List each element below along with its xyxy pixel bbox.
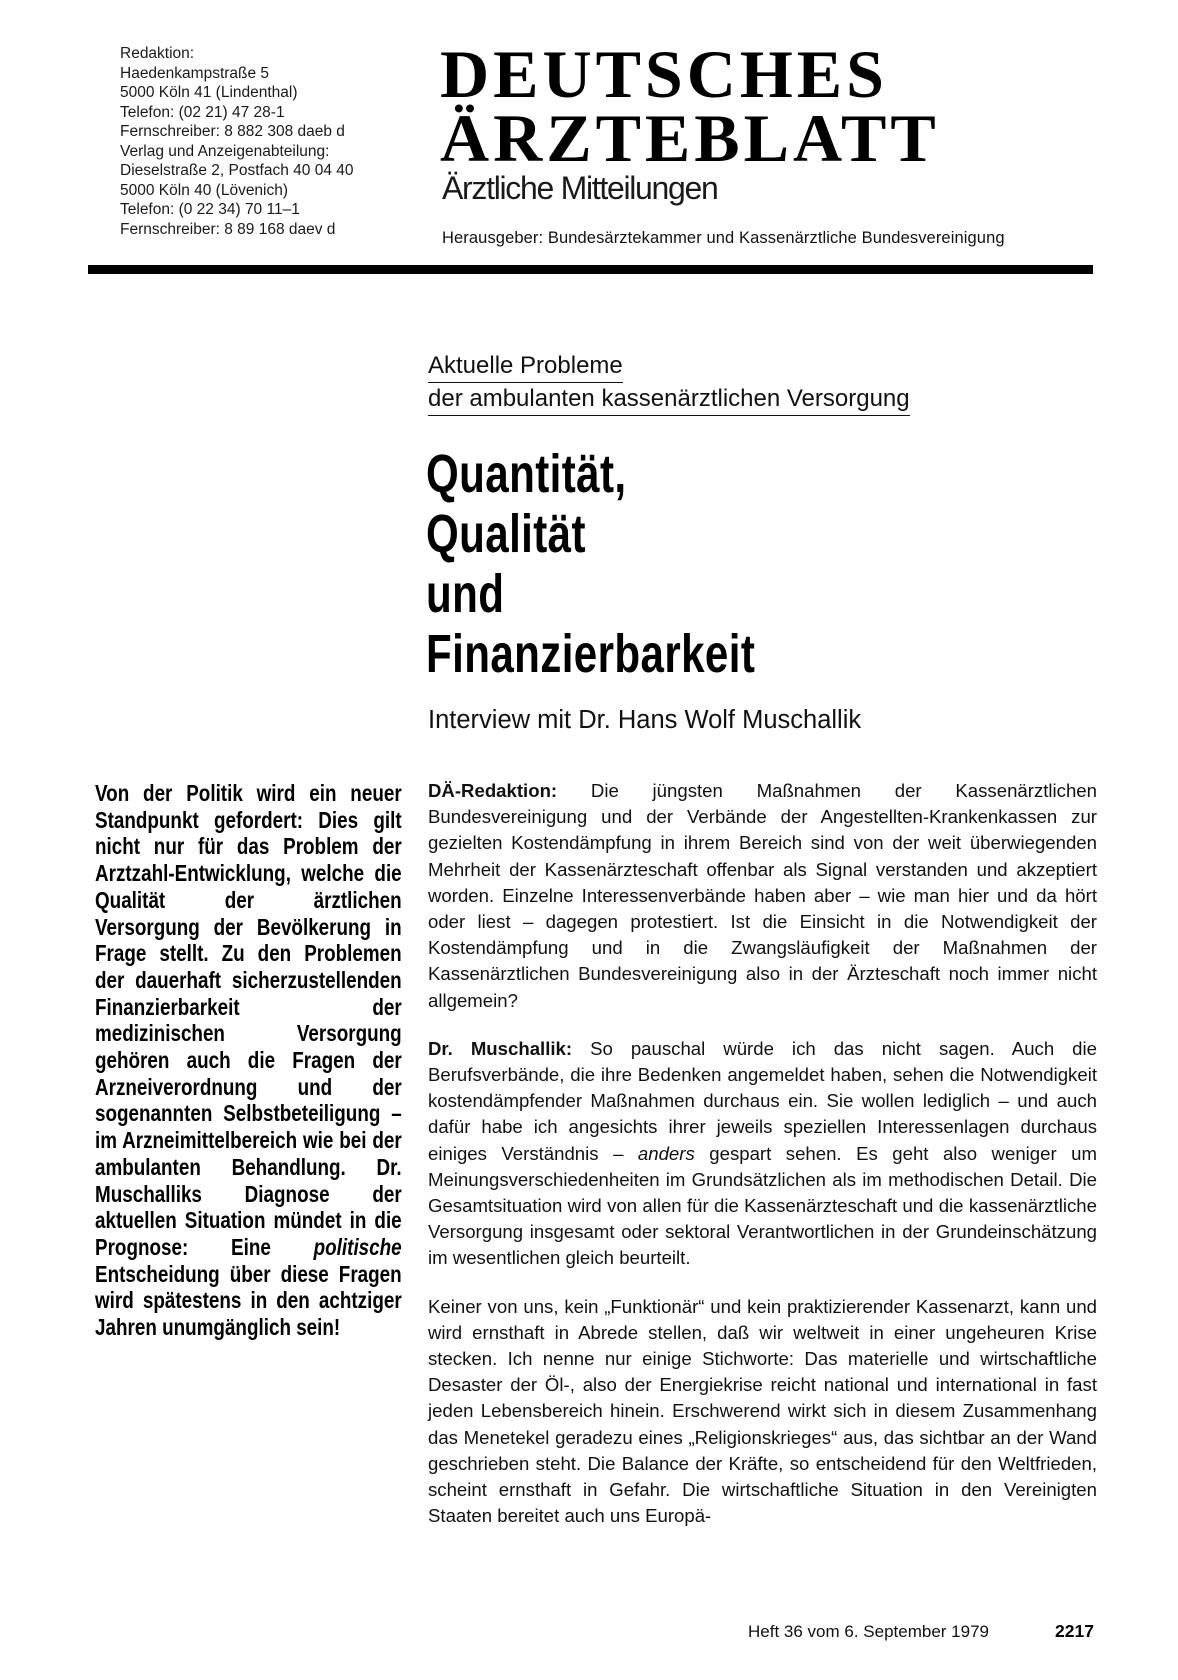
lead-part2: Entscheidung über diese Fragen wird spätestens in den achtziger Jahren unumgänglich sein! bbox=[95, 1260, 402, 1341]
article-kicker bbox=[428, 350, 910, 416]
headline-line: Qualität bbox=[426, 504, 586, 564]
masthead-title-line2: ÄRZTEBLATT bbox=[440, 100, 940, 176]
headline-line: und bbox=[426, 564, 505, 624]
headline-line: Finanzierbarkeit bbox=[426, 624, 756, 684]
contact-line: Telefon: (0 22 34) 70 11–1 bbox=[120, 201, 300, 218]
emphasis-text: anders bbox=[637, 1142, 695, 1164]
header-rule bbox=[88, 265, 1093, 274]
footer-issue-date: Heft 36 vom 6. September 1979 bbox=[748, 1622, 989, 1641]
paragraph-text: gespart sehen. Es geht also weniger um Meinungsverschiedenheiten im Grundsätzlichen als im methodischen Detail. Die Gesamtsituation wird von allen für die Kassenärzteschaft und die kassenärztliche Versorgung insgesamt oder sektoral Verantwortlichen in der Grundeinschätzung im wesentlichen gleich beurteilt. bbox=[428, 1142, 1097, 1269]
article-lead bbox=[95, 780, 402, 1341]
speaker-label: DÄ-Redaktion: bbox=[428, 780, 558, 801]
contact-line: Haedenkampstraße 5 bbox=[120, 64, 270, 82]
contact-line: 5000 Köln 41 (Lindenthal) bbox=[120, 84, 298, 101]
masthead-subtitle: Ärztliche Mitteilungen bbox=[442, 170, 718, 206]
lead-text bbox=[95, 780, 402, 1341]
contact-line: Dieselstraße 2, Postfach 40 04 40 bbox=[120, 162, 354, 179]
kicker-line1: Aktuelle Probleme bbox=[428, 350, 623, 383]
contact-line: Redaktion: bbox=[120, 45, 195, 62]
page-number: 2217 bbox=[1055, 1621, 1094, 1641]
masthead-title-line1: DEUTSCHES bbox=[440, 36, 888, 112]
lead-part1: Von der Politik wird ein neuer Standpunkt gefordert: Dies gilt nicht nur für das Problem der Arztzahl-Entwicklung, welche die Qualität der ärztlichen Versorgung der Bevölkerung in Frage stellt. Zu den Problemen der dauerhaft sicherzustellenden Finanzierbarkeit der medizinischen Versorgung gehören auch die Fragen der Arzneiverordnung und der sogenannten Selbstbeteiligung – im Arzneimittelbereich wie bei der ambulanten Behandlung. Dr. Muschalliks Diagnose der aktuellen Situation mündet in die Prognose: Eine bbox=[95, 780, 402, 1260]
contact-line: 5000 Köln 40 (Lövenich) bbox=[120, 181, 289, 199]
kicker-line2: der ambulanten kassenärztlichen Versorgung bbox=[428, 383, 910, 416]
contact-block bbox=[120, 44, 410, 239]
lead-emphasis: politische bbox=[313, 1233, 402, 1260]
article-body bbox=[428, 778, 1097, 1551]
body-paragraph-1 bbox=[428, 778, 1097, 1014]
contact-line: Verlag und Anzeigenabteilung: bbox=[120, 142, 330, 160]
body-paragraph-2 bbox=[428, 1036, 1097, 1272]
paragraph-text: Die jüngsten Maßnahmen der Kassenärztlichen Bundesvereinigung und der Verbände der Angestellten-Krankenkassen zur gezielten Kostendämpfung in ihrem Bereich sind von der weit überwiegenden Mehrheit der Kassenärzteschaft offenbar als Signal verstanden und akzeptiert worden. Einzelne Interessenverbände haben aber – wie man hier und da hört oder liest – dagegen protestiert. Ist die Einsicht in die Notwendigkeit der Kostendämpfung und in die Zwangsläufigkeit der Maßnahmen der Kassenärztlichen Bundesvereinigung also in der Ärzteschaft noch immer nicht allgemein? bbox=[428, 780, 1097, 1011]
article-headline bbox=[426, 444, 910, 684]
publisher-line: Herausgeber: Bundesärztekammer und Kassenärztliche Bundesvereinigung bbox=[442, 229, 1005, 247]
contact-line: Telefon: (02 21) 47 28-1 bbox=[120, 103, 285, 121]
contact-line: Fernschreiber: 8 882 308 daeb d bbox=[120, 123, 345, 140]
body-paragraph-3 bbox=[428, 1294, 1097, 1530]
speaker-label: Dr. Muschallik: bbox=[428, 1037, 573, 1059]
paragraph-text: Keiner von uns, kein „Funktionär“ und kein praktizierender Kassenarzt, kann und wird ernsthaft in Abrede stellen, daß wir weltweit in einer ungeheuren Krise stecken. Ich nenne nur einige Stichworte: Das materielle und wirtschaftliche Desaster der Öl-, also der Energiekrise reicht national und international in fast jeden Lebensbereich hinein. Erschwerend wirkt sich in diesem Zusammenhang das Menetekel geradezu eines „Religionskrieges“ aus, das sichtbar an der Wand geschrieben steht. Die Balance der Kräfte, so entscheidend für den Weltfrieden, scheint ernsthaft in Gefahr. Die wirtschaftliche Situation in den Vereinigten Staaten bereitet auch uns Europä- bbox=[428, 1295, 1097, 1527]
paragraph-text: So pauschal würde ich das nicht sagen. Auch die Berufsverbände, die ihre Bedenken angemeldet haben, sehen die Notwendigkeit kostendämpfender Maßnahmen durchaus ein. Sie wollen lediglich – und auch dafür habe ich angesichts ihrer jeweils speziellen Interessenlagen durchaus einiges Verständnis – bbox=[428, 1037, 1097, 1164]
contact-line: Fernschreiber: 8 89 168 daev d bbox=[120, 220, 336, 238]
article-byline: Interview mit Dr. Hans Wolf Muschallik bbox=[428, 706, 862, 734]
headline-line: Quantität, bbox=[426, 444, 627, 504]
